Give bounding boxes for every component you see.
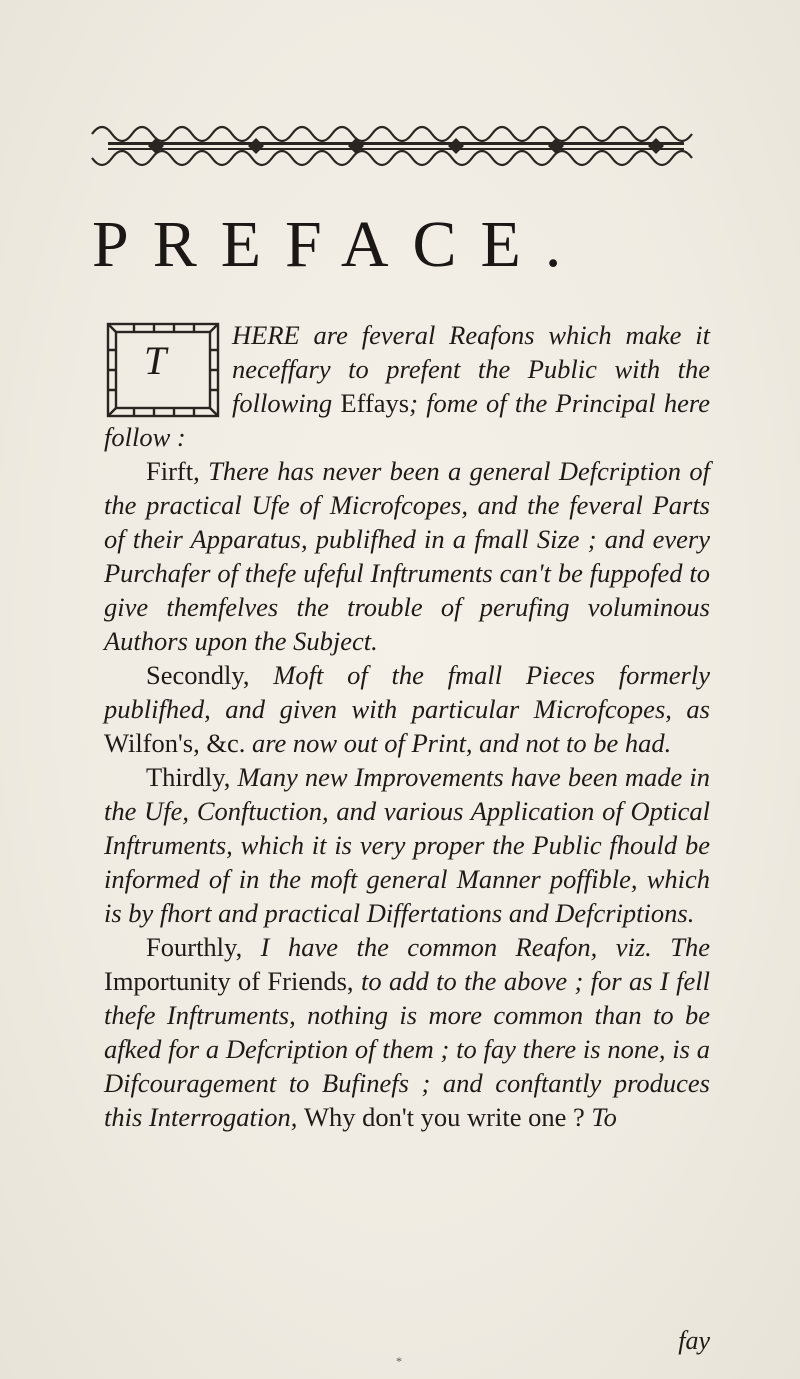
paragraph-fourth <box>104 930 710 1134</box>
ornament-row-top <box>92 127 692 141</box>
paragraph-first <box>104 454 710 658</box>
catchword: fay <box>678 1326 710 1355</box>
ornament-row-bottom <box>92 151 692 165</box>
intro-text-c: ; fome of the Principal here follow : <box>104 388 710 452</box>
fourth-text-e: To <box>591 1102 617 1132</box>
drop-cap-ornament <box>104 320 222 420</box>
first-lead: Firft, <box>146 456 209 486</box>
drop-cap-letter: T <box>144 338 167 383</box>
fourth-text-d: Why don't you write one ? <box>303 1102 592 1132</box>
third-lead: Thirdly, <box>146 762 238 792</box>
fourth-text-c: to add to the above ; for as I fell thefe Inftruments, nothing is more common than to be afked for a Defcription of them ; to fay there is none, is a Difcouragement to Bufinefs ; and conftantly produces this Interrogation, <box>104 966 710 1132</box>
intro-text-b: Effays <box>340 388 410 418</box>
third-text: Many new Improvements have been made in the Ufe, Conftuction, and various Application of Optical Inftruments, which it is very proper the Public fhould be informed of in the moft general Manner poffible, which is by fhort and practical Differtations and Defcriptions. <box>104 762 710 928</box>
paragraph-third <box>104 760 710 930</box>
fourth-text-a: I have the common Reafon, viz. The <box>260 932 710 962</box>
intro-text-a: HERE are feveral Reafons which make it neceffary to prefent the Public with the following <box>232 320 710 418</box>
second-text-b: Wilfon's, &c. <box>104 728 252 758</box>
fourth-text-b: Importunity of Friends, <box>104 966 361 996</box>
paragraph-intro <box>104 318 710 454</box>
first-text: There has never been a general Defcription of the practical Ufe of Microfcopes, and the feveral Parts of their Apparatus, publifhed in a fmall Size ; and every Purchafer of thefe ufeful Inftruments can't be fuppofed to give themfelves the trouble of perufing voluminous Authors upon the Subject. <box>104 456 710 656</box>
second-text-c: are now out of Print, and not to be had. <box>251 728 672 758</box>
preface-body <box>104 318 710 1134</box>
page-title: PREFACE. <box>92 208 586 281</box>
paragraph-second <box>104 658 710 760</box>
fourth-lead: Fourthly, <box>146 932 261 962</box>
ornament-headband <box>88 118 704 174</box>
signature-mark: * <box>396 1354 402 1368</box>
second-lead: Secondly, <box>146 660 274 690</box>
second-text-a: Moft of the fmall Pieces formerly publifhed, and given with particular Microfcopes, as <box>104 660 710 724</box>
